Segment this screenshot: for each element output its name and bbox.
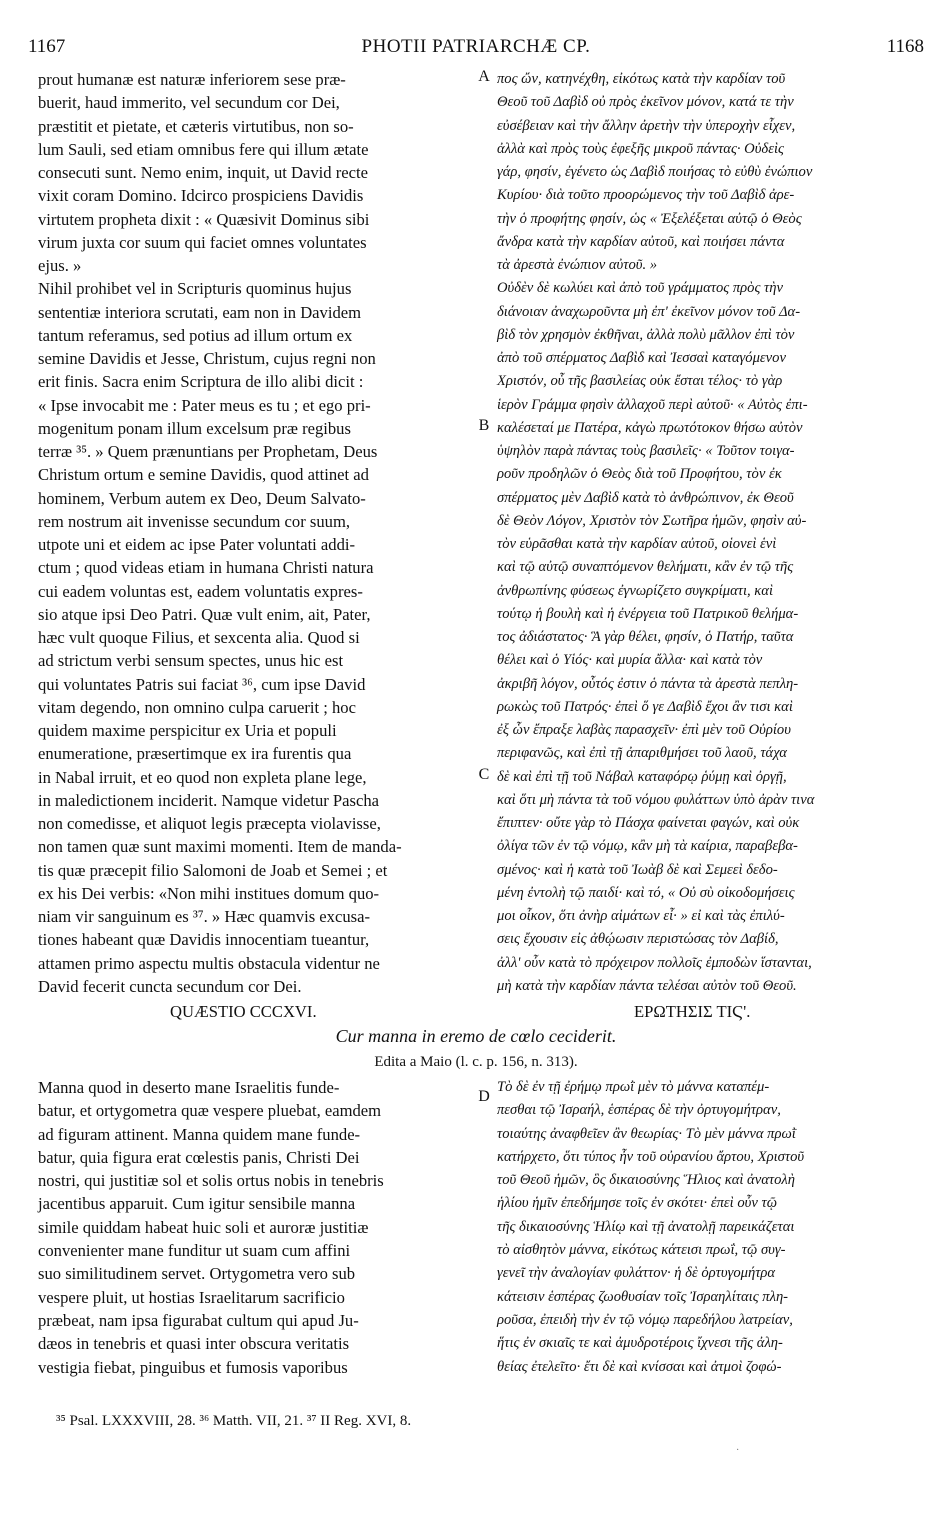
- greek-text-line: τὸν εὑρᾶσθαι κατὰ τὴν καρδίαν αὐτοῦ, οἱονεὶ ἑνὶ: [497, 536, 777, 552]
- greek-text-line: ἀκριβῆ λόγον, οὗτός ἐστιν ὁ πάντα τὰ ἀρεστὰ πεπλη-: [497, 675, 799, 692]
- greek-text-line: περιφανῶς, καὶ ἐπὶ τῇ ἀπαριθμήσει τοῦ λαοῦ, τάχα: [497, 745, 787, 762]
- greek-text-line: ρωκὼς τοῦ Πατρός· ἐπεὶ ὅ γε Δαβὶδ ἔχοι ἂν τισι καὶ: [497, 698, 793, 715]
- question-subtitle: Cur manna in eremo de cœlo ceciderit.: [335, 1026, 617, 1046]
- latin-text-line: batur, quia figura erat cœlestis panis, Christi Dei: [38, 1147, 360, 1167]
- latin-text-line: sio atque ipsi Deo Patri. Quæ vult enim, ait, Pater,: [38, 604, 371, 624]
- latin-text-line: tis quæ præcepit filio Salomoni de Joab et Semei ; et: [38, 860, 388, 880]
- greek-text-line: τὴν ὁ προφήτης φησίν, ὡς « Ἐξελέξεται αὐτῷ ὁ Θεὸς: [497, 210, 802, 227]
- greek-text-line: γάρ, φησίν, ἐγένετο ὡς Δαβὶδ ποιήσας τὸ εὐθὺ ἐνώπιον: [497, 164, 813, 180]
- greek-text-line: δὲ Θεὸν Λόγον, Χριστὸν τὸν Σωτῆρα ἡμῶν, φησὶν αὐ-: [497, 512, 807, 529]
- latin-text-line: Nihil prohibet vel in Scripturis quominus hujus: [38, 279, 352, 299]
- greek-text-line: ἄνδρα κατὰ τὴν καρδίαν αὐτοῦ, καὶ ποιήσει πάντα: [497, 233, 785, 250]
- margin-marker-b: B: [478, 417, 490, 434]
- latin-text-line: non comedisse, et aliquot legis præcepta violavisse,: [38, 814, 381, 833]
- question-heading-greek: ΕΡΩΤΗΣΙΣ ΤΙϚ'.: [634, 1002, 751, 1021]
- greek-text-line: θείας ἐτελεῖτο· ἔτι δὲ καὶ κνίσσαι καὶ ἀτμοὶ ζοφώ-: [497, 1358, 782, 1375]
- edition-note: Edita a Maio (l. c. p. 156, n. 313).: [374, 1054, 578, 1070]
- greek-text-line: Κυρίου· διὰ τοῦτο προορώμενος τὴν τοῦ Δαβὶδ ἀρε-: [497, 187, 795, 204]
- latin-text-line: in maledictionem inciderit. Namque videtur Pascha: [38, 790, 379, 810]
- greek-text-line: τος ἀδιάστατος· Ἃ γὰρ θέλει, φησίν, ὁ Πατήρ, ταῦτα: [497, 629, 794, 645]
- latin-text-line: hæc vult quoque Filius, et sexcenta alia. Quod si: [38, 628, 360, 647]
- latin-text-line: tantum referamus, sed potius ad illum ortum ex: [38, 325, 353, 345]
- latin-text-line: in Nabal irruit, et eo quod non expleta plane lege,: [38, 767, 367, 787]
- latin-text-line: vestigia fiebat, pinguibus et fumosis vaporibus: [38, 1357, 348, 1377]
- greek-text-line: σπέρματος μὲν Δαβὶδ κατὰ τὸ ἀνθρώπινον, ἐκ Θεοῦ: [497, 489, 794, 506]
- greek-text-line: δὲ καὶ ἐπὶ τῇ τοῦ Νάβαλ καταφόρῳ ῥύμῃ καὶ ὀργῇ,: [497, 768, 787, 785]
- greek-text-line: τούτῳ ἡ βουλὴ καὶ ἡ ἐνέργεια τοῦ Πατρικοῦ θελήμα-: [497, 605, 799, 622]
- latin-text-line: prout humanæ est naturæ inferiorem sese præ-: [38, 70, 346, 89]
- question-heading-latin: QUÆSTIO CCCXVI.: [170, 1002, 317, 1021]
- greek-text-line: καὶ τῷ αὐτῷ συναπτόμενον θελήματι, κἂν ἐν τῷ τῆς: [497, 559, 794, 576]
- greek-text-line: ἱερὸν Γράμμα φησὶν ἀλλαχοῦ περὶ αὐτοῦ· « Αὐτὸς ἐπι-: [497, 396, 808, 413]
- greek-text-line: ροῦσα, ἐπειδὴ τὴν ἐν τῷ νόμῳ παρεδήλου λατρείαν,: [497, 1311, 793, 1328]
- latin-text-line: Manna quod in deserto mane Israelitis funde-: [38, 1078, 340, 1097]
- greek-text-line: τὰ ἀρεστὰ ἐνώπιον αὐτοῦ. »: [497, 257, 658, 273]
- greek-text-line: ἐξ ὧν ἔπραξε λαβὰς παρασχεῖν· ἐπὶ μὲν τοῦ Οὐρίου: [497, 722, 791, 738]
- greek-text-line: γενεῖ τὴν ἀναλογίαν φυλάττον· ἡ δὲ ὀρτυγομήτρα: [497, 1265, 776, 1282]
- greek-text-line: διάνοιαν ἀναχωροῦντα μὴ ἐπ' ἐκεῖνον μόνον τοῦ Δα-: [497, 303, 801, 320]
- latin-text-line: terræ ³⁵. » Quem prænuntians per Prophetam, Deus: [38, 442, 378, 461]
- print-speck: ·: [736, 1445, 740, 1456]
- latin-text-line: utpote uni et eidem ac ipse Pater voluntati addi-: [38, 535, 356, 554]
- greek-text-line: κατήρχετο, ὅτι τύπος ἦν τοῦ οὐρανίου ἄρτου, Χριστοῦ: [497, 1148, 805, 1165]
- latin-text-line: præstitit et pietate, et cæteris virtutibus, non so-: [38, 116, 354, 136]
- greek-text-line: ὑψηλὸν παρὰ πάντας τοὺς βασιλεῖς· « Τοῦτον τοιγα-: [497, 443, 795, 459]
- latin-text-line: erit finis. Sacra enim Scriptura de illo alibi dicit :: [38, 372, 364, 392]
- margin-marker-c: C: [478, 766, 490, 783]
- latin-text-line: semine Davidis et Jesse, Christum, cujus regni non: [38, 349, 376, 368]
- footnotes: ³⁵ Psal. LXXXVIII, 28. ³⁶ Matth. VII, 21. ³⁷ II Reg. XVI, 8.: [56, 1413, 412, 1429]
- latin-text-line: simile quiddam habeat huic soli et auroræ justitiæ: [38, 1217, 369, 1237]
- latin-column-bottom: [38, 1076, 472, 1379]
- greek-text-line: τοιαύτης ἀναφθεῖεν ἂν θεωρίας· Τὸ μὲν μάννα πρωῒ: [497, 1125, 796, 1142]
- latin-text-line: batur, et ortygometra quæ vespere pluebat, eamdem: [38, 1101, 382, 1121]
- greek-text-line: μὴ κατὰ τὴν καρδίαν πάντα τελέσαι αὐτὸν τοῦ Θεοῦ.: [497, 977, 797, 994]
- latin-text-line: ejus. »: [38, 256, 82, 275]
- greek-text-line: Χριστόν, οὗ τῆς βασιλείας οὐκ ἔσται τέλος· τὸ γὰρ: [497, 373, 783, 390]
- latin-text-line: jacentibus apparuit. Cum igitur sensibile manna: [38, 1194, 356, 1214]
- greek-text-line: τῆς δικαιοσύνης Ἡλίῳ καὶ τῇ ἀνατολῇ παρεικάζεται: [497, 1218, 795, 1235]
- latin-text-line: David fecerit cuncta secundum cor Dei.: [38, 976, 302, 996]
- running-title: PHOTII PATRIARCHÆ CP.: [361, 36, 591, 57]
- latin-text-line: lum Sauli, sed etiam omnibus fere qui illum ætate: [38, 139, 369, 159]
- greek-column-bottom: [497, 1076, 917, 1379]
- greek-text-line: σμένος· καὶ ἡ κατὰ τοῦ Ἰωὰβ δὲ καὶ Σεμεεὶ δεδο-: [497, 861, 778, 878]
- greek-column-top: [497, 68, 917, 998]
- greek-text-line: σεις ἔχουσιν εἰς ἀθῴωσιν περιστώσας τὸν Δαβίδ,: [497, 931, 779, 948]
- latin-text-line: niam vir sanguinum es ³⁷. » Hæc quamvis excusa-: [38, 907, 370, 926]
- latin-text-line: vespere pluit, ut hostias Israelitarum sacrificio: [38, 1287, 345, 1307]
- margin-marker-d: D: [478, 1088, 490, 1105]
- margin-marker-a: A: [478, 68, 490, 85]
- latin-text-line: ex his Dei verbis: «Non mihi institues domum quo-: [38, 883, 380, 903]
- latin-text-line: sententiæ interiora scrutati, eam non in Davidem: [38, 302, 362, 322]
- latin-text-line: non tamen quæ sunt maximi momenti. Item de manda-: [38, 837, 402, 857]
- greek-text-line: ἥτις ἐν σκιαῖς τε καὶ ἀμυδροτέροις ἴχνεσι τῆς ἀλη-: [497, 1335, 783, 1352]
- greek-text-line: καὶ ὅτι μὴ πάντα τὰ τοῦ νόμου φυλάττων ὑπὸ ἀρὰν τινα: [497, 791, 815, 808]
- greek-text-line: ἀλλ' οὖν κατὰ τὸ πρόχειρον πολλοῖς ἐμποδὼν ἵστανται,: [497, 954, 812, 971]
- greek-text-line: πεσθαι τῷ Ἰσραήλ, ἑσπέρας δὲ τὴν ὀρτυγομήτραν,: [497, 1102, 781, 1119]
- latin-text-line: præbeat, nam ipsa figurabat cultum qui apud Ju-: [38, 1310, 359, 1330]
- greek-text-line: ἀνθρωπίνης φύσεως ἐγνωρίζετο συγκρίματι, καὶ: [497, 582, 774, 599]
- latin-text-line: vixit coram Domino. Idcirco prospiciens Davidis: [38, 186, 364, 206]
- greek-text-line: τοῦ Θεοῦ ἡμῶν, ὃς δικαιοσύνης Ἥλιος καὶ ἀνατολὴ: [497, 1172, 795, 1189]
- latin-text-line: consecuti sunt. Nemo enim, inquit, ut David recte: [38, 163, 368, 182]
- greek-text-line: ροῦν προδηλῶν ὁ Θεὸς διὰ τοῦ Προφήτου, τὸν ἐκ: [497, 466, 782, 483]
- latin-text-line: quidem maxime perspicitur ex Uria et populi: [38, 721, 337, 740]
- latin-text-line: ad strictum verbi sensum spectes, unus hic est: [38, 651, 344, 671]
- latin-text-line: suo similitudinem servet. Ortygometra vero sub: [38, 1264, 356, 1284]
- latin-text-line: hominem, Verbum autem ex Deo, Deum Salvato-: [38, 488, 366, 508]
- latin-text-line: nostri, qui justitiæ sol et solis ortus nobis in tenebris: [38, 1171, 384, 1191]
- latin-text-line: vitam degendo, non omnino culpa caruerit ; hoc: [38, 697, 356, 717]
- greek-text-line: ἀλλὰ καὶ πρὸς τοὺς ἐφεξῆς μικροῦ πάντας· Οὐδεὶς: [497, 140, 784, 157]
- latin-text-line: mogenitum ponam illum excelsum præ regibus: [38, 418, 351, 438]
- latin-text-line: enumeratione, præsertimque ex ira furentis qua: [38, 744, 352, 764]
- greek-text-line: ἡλίου ἡμῖν ἐπεδήμησε τοῖς ἐν σκότει· ἐπεὶ οὖν τῷ: [497, 1195, 778, 1212]
- greek-text-line: ὀλίγα τῶν ἐν τῷ νόμῳ, κἂν μὴ τὰ καίρια, παραβεβα-: [497, 838, 798, 855]
- latin-text-line: Christum ortum e semine Davidis, quod attinet ad: [38, 465, 369, 485]
- greek-text-line: Θεοῦ τοῦ Δαβὶδ οὐ πρὸς ἐκεῖνον μόνον, κατά τε τὴν: [497, 94, 794, 111]
- latin-text-line: attamen primo aspectu multis obstacula videntur ne: [38, 953, 380, 973]
- latin-text-line: virtutem propheta dixit : « Quæsivit Dominus sibi: [38, 209, 370, 229]
- greek-text-line: θέλει καὶ ὁ Υἱός· καὶ μυρία ἄλλα· καὶ κατὰ τὸν: [497, 652, 763, 669]
- greek-text-line: καλέσεταί με Πατέρα, κἀγὼ πρωτότοκον θήσω αὐτὸν: [497, 419, 803, 436]
- greek-text-line: εὐσέβειαν καὶ τὴν ἄλλην ἀρετὴν τὴν ὑπεροχὴν εἶχεν,: [497, 117, 796, 134]
- latin-text-line: dæos in tenebris et quasi inter obscura veritatis: [38, 1334, 350, 1354]
- greek-text-line: Οὐδὲν δὲ κωλύει καὶ ἀπὸ τοῦ γράμματος πρὸς τὴν: [497, 280, 783, 297]
- greek-text-line: κάτεισιν ἑσπέρας ζωοθυσίαν τοῖς Ἰσραηλίταις πλη-: [497, 1288, 789, 1305]
- greek-text-line: τὸ αἰσθητὸν μάννα, εἰκότως κάτεισι πρωΐ, τῷ συγ-: [497, 1242, 786, 1259]
- latin-column-top: [38, 68, 472, 998]
- greek-text-line: βὶδ τὸν χρησμὸν ἐκθῆναι, ἀλλὰ πολὺ μᾶλλον ἐπὶ τὸν: [497, 326, 795, 343]
- page-number-right: 1168: [886, 36, 924, 57]
- greek-text-line: μοι οἶκον, ὅτι ἀνὴρ αἱμάτων εἶ· » εἰ καὶ τὰς ἐπιλύ-: [497, 908, 785, 924]
- latin-text-line: ad figuram attinent. Manna quidem mane funde-: [38, 1124, 361, 1144]
- latin-text-line: « Ipse invocabit me : Pater meus es tu ; et ego pri-: [38, 395, 371, 415]
- latin-text-line: qui voluntates Patris sui faciat ³⁶, cum ipse David: [38, 674, 366, 694]
- latin-text-line: tiones habeant quæ Davidis innocentiam tueantur,: [38, 930, 370, 950]
- greek-text-line: πος ὤν, κατηνέχθη, εἰκότως κατὰ τὴν καρδίαν τοῦ: [497, 71, 786, 87]
- latin-text-line: cui eadem voluntas est, eadem voluntatis expres-: [38, 581, 363, 601]
- greek-text-line: μένη ἐντολὴ τῷ παιδί· καὶ τό, « Οὐ σὺ οἰκοδομήσεις: [497, 884, 795, 901]
- latin-text-line: convenienter mane funditur ut suam cum affini: [38, 1241, 351, 1261]
- latin-text-line: buerit, haud immerito, vel secundum cor Dei,: [38, 93, 340, 113]
- greek-text-line: ἀπὸ τοῦ σπέρματος Δαβὶδ καὶ Ἰεσσαὶ καταγόμενον: [497, 350, 786, 366]
- greek-text-line: Τὸ δὲ ἐν τῇ ἐρήμῳ πρωῒ μὲν τὸ μάννα καταπέμ-: [497, 1079, 770, 1095]
- page-number-left: 1167: [28, 36, 66, 57]
- greek-text-line: ἔπιπτεν· οὔτε γὰρ τὸ Πάσχα φαίνεται φαγών, καὶ οὐκ: [497, 815, 800, 831]
- latin-text-line: rem nostrum ait invenisse secundum cor suum,: [38, 511, 350, 531]
- latin-text-line: ctum ; quod videas etiam in humana Christi natura: [38, 558, 374, 578]
- latin-text-line: virum juxta cor suum qui faciet omnes voluntates: [38, 232, 367, 252]
